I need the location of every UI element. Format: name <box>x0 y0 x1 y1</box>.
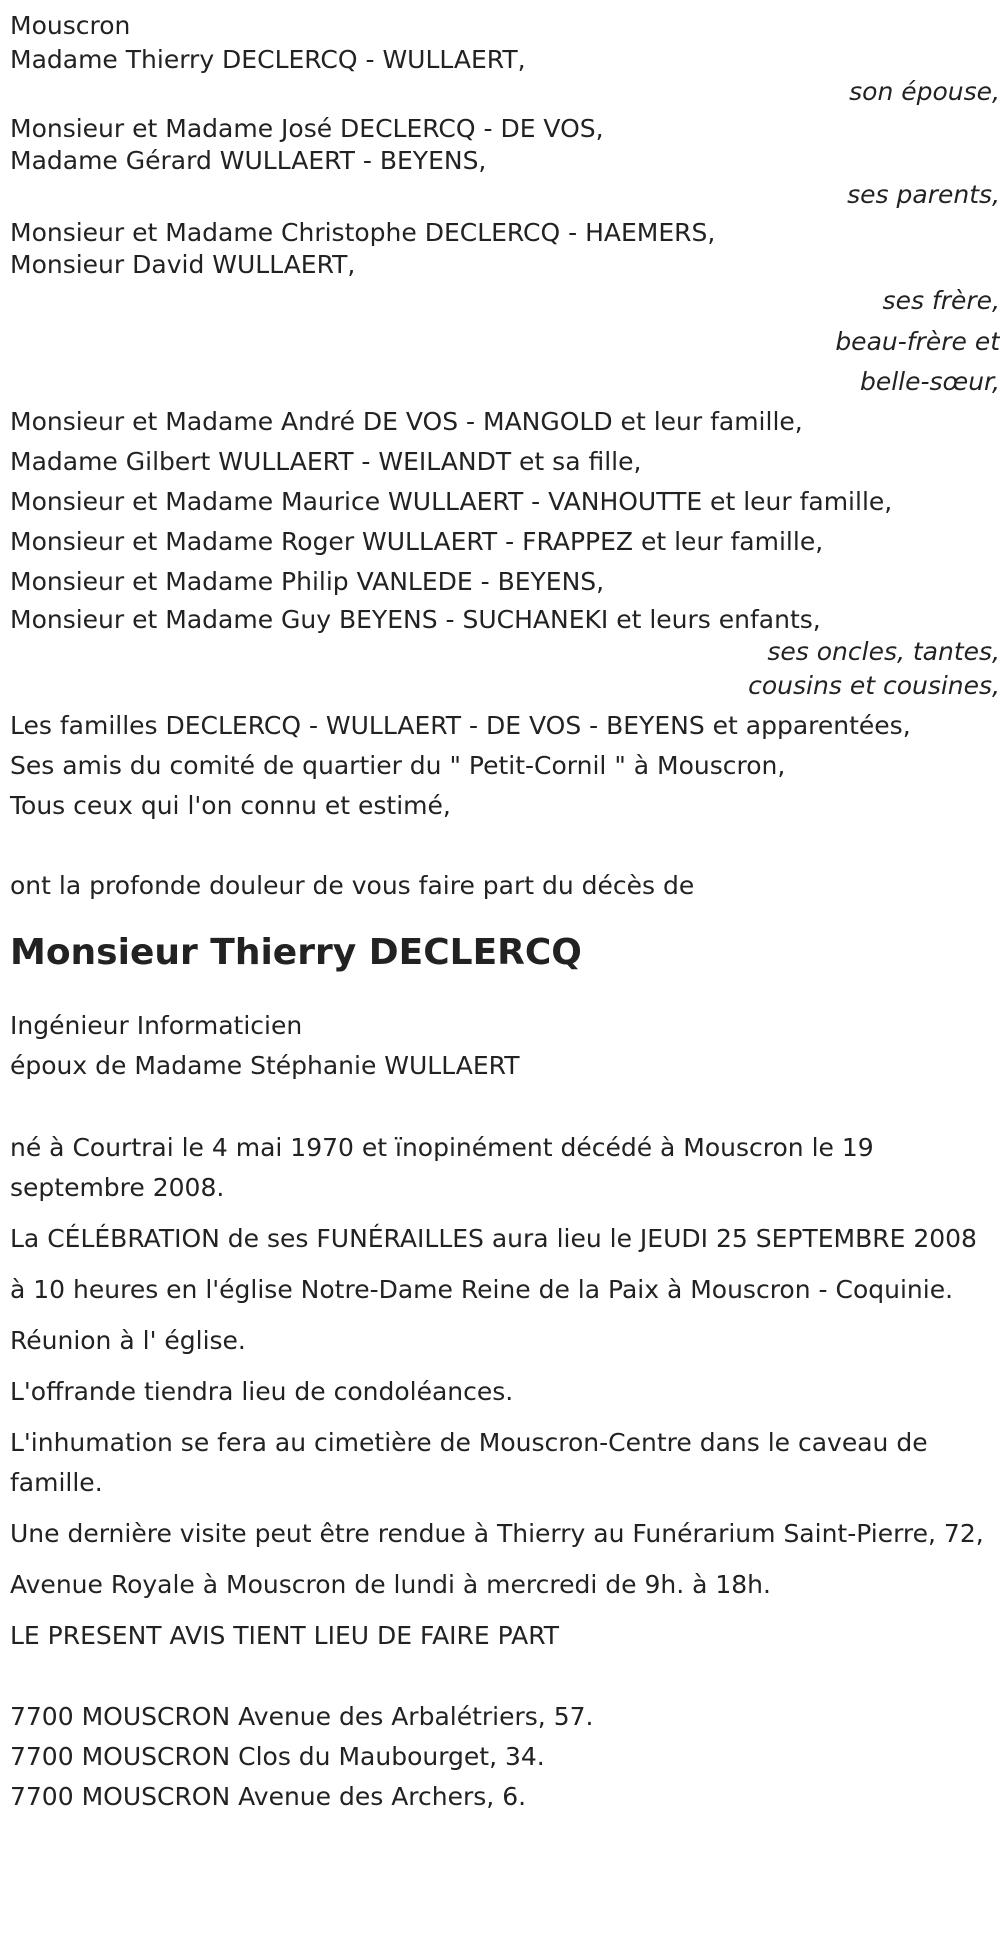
family-line: Monsieur et Madame Philip VANLEDE - BEYENS, <box>10 567 605 596</box>
family-line: Monsieur et Madame André DE VOS - MANGOLD et leur famille, <box>10 407 803 436</box>
others-line: Ses amis du comité de quartier du " Petit-Cornil " à Mouscron, <box>10 751 786 780</box>
family-line: Madame Gérard WULLAERT - BEYENS, <box>10 146 487 175</box>
spacer <box>10 826 1000 866</box>
funeral-details <box>10 1128 1000 1656</box>
relation-label: ses parents, <box>847 180 1000 209</box>
family-line: Monsieur et Madame Guy BEYENS - SUCHANEKI et leurs enfants, <box>10 605 821 634</box>
detail-paragraph: LE PRESENT AVIS TIENT LIEU DE FAIRE PART <box>10 1621 560 1650</box>
city-heading: Mouscron <box>10 11 131 40</box>
relation-label: cousins et cousines, <box>748 671 1000 700</box>
relation-label: ses oncles, tantes, <box>767 637 1000 666</box>
family-line: Monsieur et Madame José DECLERCQ - DE VOS, <box>10 114 604 143</box>
others-line: Les familles DECLERCQ - WULLAERT - DE VOS - BEYENS et apparentées, <box>10 711 911 740</box>
address-line: 7700 MOUSCRON Clos du Maubourget, 34. <box>10 1742 545 1771</box>
address-list <box>10 1697 1000 1817</box>
relation-label: son épouse, <box>849 77 1000 106</box>
deceased-spouse: époux de Madame Stéphanie WULLAERT <box>10 1051 520 1080</box>
family-line: Monsieur et Madame Maurice WULLAERT - VANHOUTTE et leur famille, <box>10 487 893 516</box>
family-group-siblings <box>10 216 1000 402</box>
relation-label: belle-sœur, <box>859 367 1000 396</box>
deceased-profession: Ingénieur Informaticien <box>10 1011 303 1040</box>
spacer <box>10 1667 1000 1697</box>
family-line: Monsieur et Madame Roger WULLAERT - FRAPPEZ et leur famille, <box>10 527 824 556</box>
others-line: Tous ceux qui l'on connu et estimé, <box>10 791 451 820</box>
family-line: Madame Gilbert WULLAERT - WEILANDT et sa fille, <box>10 447 642 476</box>
detail-paragraph: à 10 heures en l'église Notre-Dame Reine de la Paix à Mouscron - Coquinie. <box>10 1275 954 1304</box>
family-group-extended <box>10 402 1000 706</box>
spacer <box>10 1086 1000 1128</box>
family-line: Madame Thierry DECLERCQ - WULLAERT, <box>10 45 526 74</box>
others-group <box>10 706 1000 826</box>
detail-paragraph: Avenue Royale à Mouscron de lundi à mercredi de 9h. à 18h. <box>10 1570 771 1599</box>
detail-paragraph: Une dernière visite peut être rendue à Thierry au Funérarium Saint-Pierre, 72, <box>10 1519 984 1548</box>
announcement-text: ont la profonde douleur de vous faire part du décès de <box>10 871 695 900</box>
family-group-spouse <box>10 46 1000 110</box>
address-line: 7700 MOUSCRON Avenue des Arbalétriers, 57. <box>10 1702 594 1731</box>
family-group-parents <box>10 112 1000 214</box>
detail-paragraph: né à Courtrai le 4 mai 1970 et ïnopinément décédé à Mouscron le 19 septembre 2008. <box>10 1133 874 1202</box>
family-line: Monsieur David WULLAERT, <box>10 250 356 279</box>
family-line: Monsieur et Madame Christophe DECLERCQ - HAEMERS, <box>10 218 716 247</box>
detail-paragraph: L'offrande tiendra lieu de condoléances. <box>10 1377 514 1406</box>
relation-label: beau-frère et <box>835 327 1000 356</box>
address-line: 7700 MOUSCRON Avenue des Archers, 6. <box>10 1782 527 1811</box>
deceased-name: Monsieur Thierry DECLERCQ <box>10 932 582 973</box>
relation-label: ses frère, <box>882 286 1000 315</box>
notice-body <box>10 6 1000 1817</box>
detail-paragraph: Réunion à l' église. <box>10 1326 246 1355</box>
detail-paragraph: L'inhumation se fera au cimetière de Mouscron-Centre dans le caveau de famille. <box>10 1428 928 1497</box>
detail-paragraph: La CÉLÉBRATION de ses FUNÉRAILLES aura lieu le JEUDI 25 SEPTEMBRE 2008 <box>10 1224 977 1253</box>
